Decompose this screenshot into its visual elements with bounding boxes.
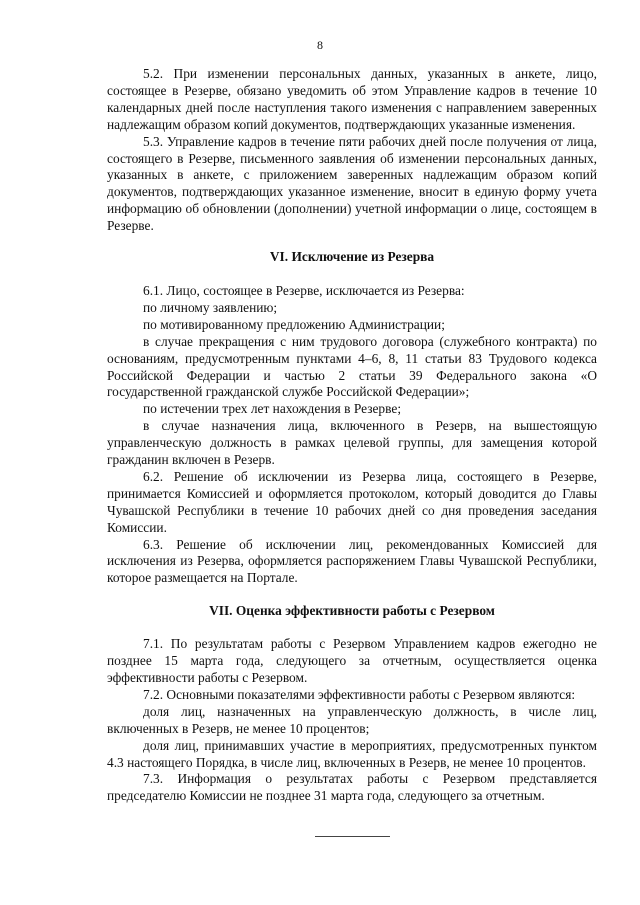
paragraph-5-3: 5.3. Управление кадров в течение пяти рабочих дней после получения от лица, состоящего в Резерве, письменного заявления об изменении персональных данных, указанных в анкете, с приложением заверенных надлежащим образом копий документов, подтверждающих указанное изменение, вносит в единую форму учета информацию об обновлении (дополнении) учетной информации о лице, состоящем в Резерве.: [107, 133, 597, 234]
indicator-item: доля лиц, назначенных на управленческую должность, в числе лиц, включенных в Резерв, не менее 10 процентов;: [107, 703, 597, 736]
paragraph-7-1: 7.1. По результатам работы с Резервом Управлением кадров ежегодно не позднее 15 марта года, следующего за отчетным, осуществляется оценка эффективности работы с Резервом.: [107, 636, 597, 685]
ground-item: в случае прекращения с ним трудового договора (служебного контракта) по основаниям, предусмотренным пунктами 4–6, 8, 11 статьи 83 Трудового кодекса Российской Федерации и частью 2 статьи 39 Федерального закона «О государственной гражданской службе Российской Федерации»;: [107, 333, 597, 400]
section-7-heading: VII. Оценка эффективности работы с Резервом: [209, 603, 495, 619]
paragraph-5-2: 5.2. При изменении персональных данных, указанных в анкете, лицо, состоящее в Резерве, обязано уведомить об этом Управление кадров в течение 10 календарных дней после наступления такого изменения с направлением заверенных надлежащим образом копий документов, подтверждающих указанные изменения.: [107, 66, 597, 132]
paragraph-6-3: 6.3. Решение об исключении лиц, рекомендованных Комиссией для исключения из Резерва, оформляется распоряжением Главы Чувашской Республики, которое размещается на Портале.: [107, 536, 597, 586]
end-rule: [315, 836, 390, 837]
page-number: 8: [317, 38, 323, 52]
document-body: [107, 66, 597, 805]
section-6-heading: VI. Исключение из Резерва: [269, 249, 435, 265]
ground-item: по мотивированному предложению Администрации;: [143, 316, 445, 332]
paragraph-6-2: 6.2. Решение об исключении из Резерва лица, состоящего в Резерве, принимается Комиссией и оформляется протоколом, который доводится до Главы Чувашской Республики в течение 10 рабочих дней со дня проведения заседания Комиссии.: [107, 468, 597, 535]
paragraph-7-2-intro: 7.2. Основными показателями эффективности работы с Резервом являются:: [143, 686, 576, 702]
paragraph-7-3: 7.3. Информация о результатах работы с Резервом представляется председателю Комиссии не позднее 31 марта года, следующего за отчетным.: [107, 771, 597, 804]
ground-item: по личному заявлению;: [143, 299, 278, 315]
indicator-item: доля лиц, принимавших участие в мероприятиях, предусмотренных пунктом 4.3 настоящего Порядка, в числе лиц, включенных в Резерв, не менее 10 процентов.: [107, 737, 597, 770]
ground-item: по истечении трех лет нахождения в Резерве;: [143, 401, 402, 417]
paragraph-6-1-intro: 6.1. Лицо, состоящее в Резерве, исключается из Резерва:: [143, 282, 465, 298]
ground-item: в случае назначения лица, включенного в Резерв, на вышестоящую управленческую должность в рамках целевой группы, для замещения которой гражданин включен в Резерв.: [107, 418, 597, 468]
